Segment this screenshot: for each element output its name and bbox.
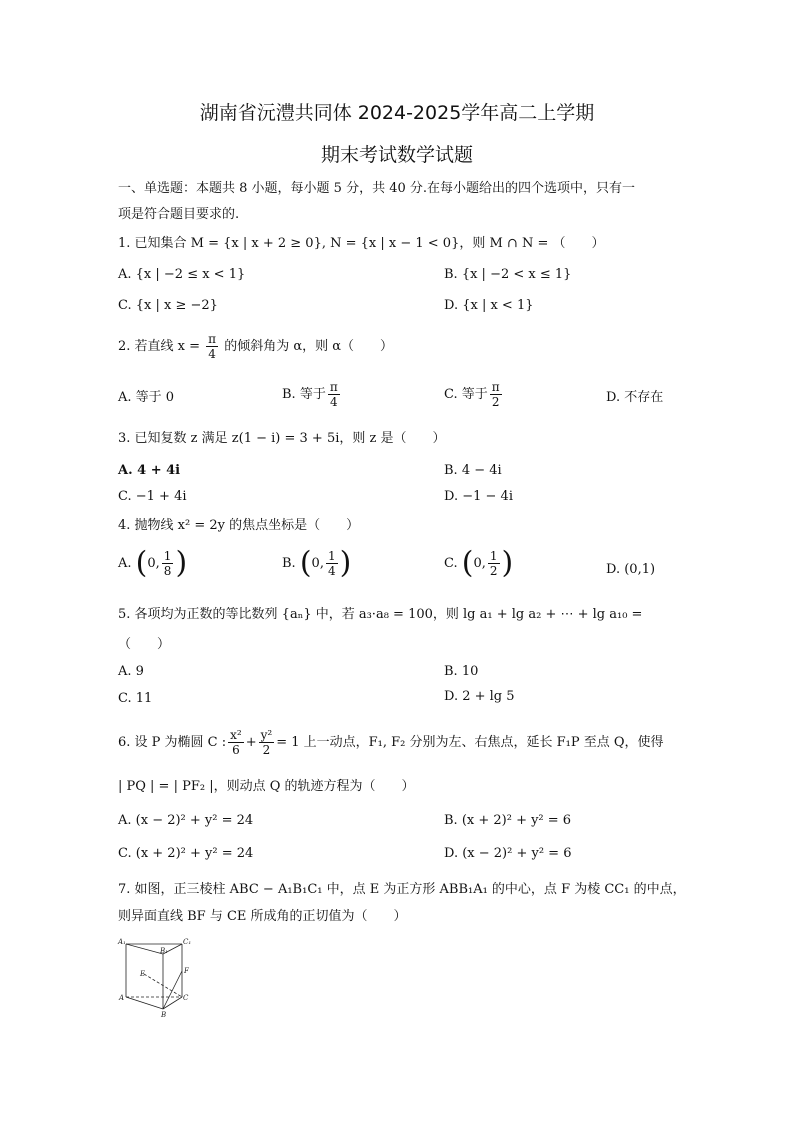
q1-stem: 1. 已知集合 M = {x | x + 2 ≥ 0}, N = {x | x − 1 < 0}，则 M ∩ N = （ ）: [118, 236, 605, 251]
title-line-2: 期末考试数学试题: [320, 144, 473, 166]
q4-option-a: A. (0, $\frac{1}{8}$ ): [118, 545, 188, 581]
q3-option-b: B. 4 − 4i: [444, 463, 502, 478]
q3-option-c: C. −1 + 4i: [118, 489, 187, 504]
prism-figure: [116, 934, 206, 1019]
q5-stem: 5. 各项均为正数的等比数列 {aₙ} 中，若 a₃·a₈ = 100，则 lg a₁ + lg a₂ + ⋯ + lg a₁₀ =: [118, 607, 643, 622]
q5-option-b: B. 10: [444, 664, 479, 679]
label-b1: B₁: [160, 947, 168, 955]
label-a: A: [119, 994, 125, 1002]
q4-option-c: C. (0, $\frac{1}{2}$ ): [444, 545, 514, 581]
q7-stem-2: 则异面直线 BF 与 CE 所成角的正切值为（ ）: [118, 909, 407, 924]
q6-option-a: A. (x − 2)² + y² = 24: [118, 813, 254, 828]
q2-fraction: $\frac{\pi}{4}$: [208, 332, 217, 361]
q5-option-a: A. 9: [118, 664, 144, 679]
q6-stem: 6. 设 P 为椭圆 C : $\frac{\text{x²}}{6}$ + $\frac{\text{y²}}{2}$ = 1 上一动点，F₁, F₂ 分别为左、右焦点，延长 F₁P 至点 Q，使得: [118, 728, 664, 757]
q6-stem-2: | PQ | = | PF₂ |，则动点 Q 的轨迹方程为（ ）: [118, 779, 415, 794]
q2-option-a: A. 等于 0: [118, 390, 175, 405]
q1-option-a: A. {x | −2 ≤ x < 1}: [118, 267, 246, 282]
q2-stem-b: 的倾斜角为 α，则 α（ ）: [224, 339, 394, 354]
q1-option-d: D. {x | x < 1}: [444, 298, 534, 313]
q1-option-c: C. {x | x ≥ −2}: [118, 298, 218, 313]
label-b: B: [161, 1011, 167, 1019]
q3-stem: 3. 已知复数 z 满足 z(1 − i) = 3 + 5i，则 z 是（ ）: [118, 431, 446, 446]
q6-option-c: C. (x + 2)² + y² = 24: [118, 846, 254, 861]
section-instructions-2: 项是符合题目要求的.: [118, 207, 240, 222]
q4-stem: 4. 抛物线 x² = 2y 的焦点坐标是（ ）: [118, 518, 360, 533]
q6-option-d: D. (x − 2)² + y² = 6: [444, 846, 572, 861]
label-c1: C₁: [183, 938, 192, 946]
section-instructions-1: 一、单选题：本题共 8 小题，每小题 5 分，共 40 分.在每小题给出的四个选项中，只有一: [118, 181, 636, 196]
q4-option-b: B. (0, $\frac{1}{4}$ ): [282, 545, 352, 581]
q6-option-b: B. (x + 2)² + y² = 6: [444, 813, 572, 828]
label-a1: A₁: [118, 938, 126, 946]
label-e: E: [140, 970, 146, 978]
q2-stem: [118, 332, 678, 361]
label-c: C: [183, 994, 189, 1002]
q4-option-d: D. (0,1): [606, 562, 656, 577]
q2-option-b: B. 等于 $\frac{\pi}{4}$: [282, 380, 338, 409]
q7-stem: 7. 如图，正三棱柱 ABC − A₁B₁C₁ 中，点 E 为正方形 ABB₁A₁ 的中心，点 F 为棱 CC₁ 的中点，: [118, 882, 686, 897]
label-f: F: [184, 967, 189, 975]
q2-option-d: D. 不存在: [606, 390, 664, 405]
q1-option-b: B. {x | −2 < x ≤ 1}: [444, 267, 572, 282]
q5-option-d: D. 2 + lg 5: [444, 689, 515, 704]
q2-stem-a: 2. 若直线 x =: [118, 339, 201, 354]
q5-stem-2: （ ）: [118, 637, 171, 652]
q5-option-c: C. 11: [118, 691, 153, 706]
q3-option-a: A. 4 + 4i: [118, 463, 181, 478]
q2-option-c: C. 等于 $\frac{\pi}{2}$: [444, 380, 500, 409]
q3-option-d: D. −1 − 4i: [444, 489, 513, 504]
title-line-1: 湖南省沅澧共同体 2024-2025学年高二上学期: [199, 102, 595, 124]
